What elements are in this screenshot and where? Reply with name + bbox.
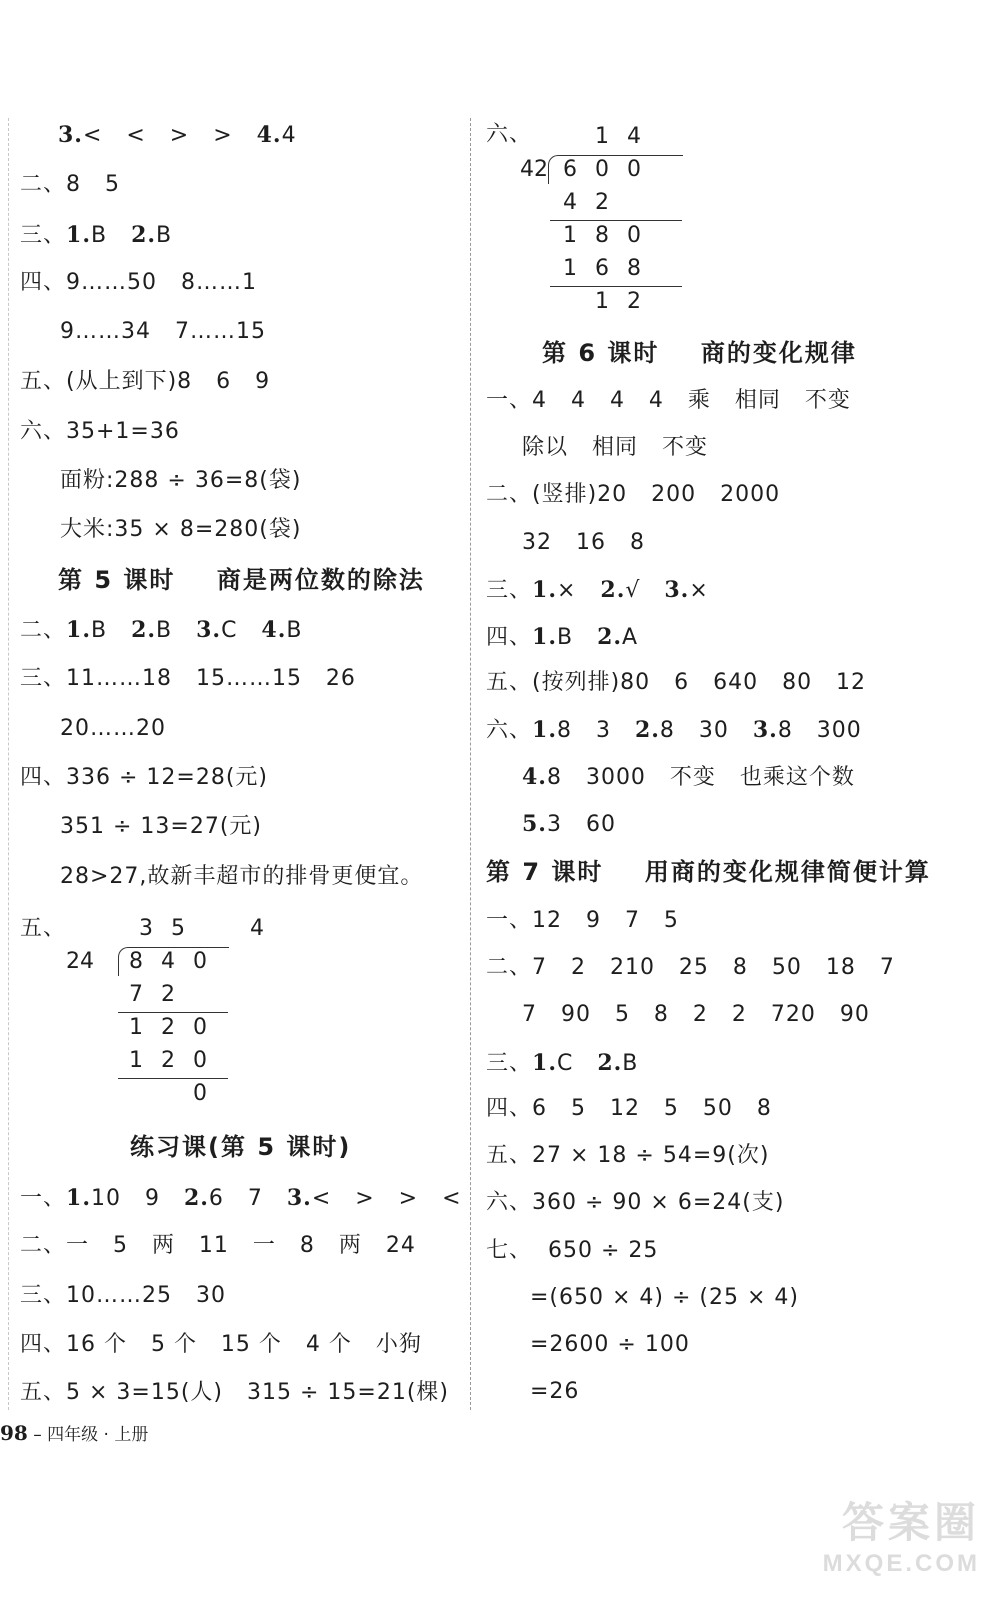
column-divider	[470, 118, 471, 1410]
answer-line: 三、10……25 30	[20, 1283, 226, 1308]
answer-line: 28>27,故新丰超市的排骨更便宜。	[60, 864, 424, 889]
answer-line: 四、336 ÷ 12=28(元)	[20, 765, 268, 790]
section-heading: 第 5 课时 商是两位数的除法	[58, 566, 425, 594]
left-margin-rule	[8, 118, 9, 1410]
answer-line: 3.< < > > 4.4	[58, 122, 297, 148]
page-number: 98	[0, 1421, 28, 1445]
answer-line: 三、1.C 2.B	[486, 1050, 639, 1076]
answer-line: 一、1.10 9 2.6 7 3.< > > <	[20, 1185, 462, 1211]
answer-line: 五、5 × 3=15(人) 315 ÷ 15=21(棵)	[20, 1380, 449, 1405]
answer-line: 四、1.B 2.A	[486, 624, 639, 650]
answer-line: =2600 ÷ 100	[530, 1332, 690, 1357]
answer-line: 七、 650 ÷ 25	[486, 1238, 659, 1263]
grade-label: 四年级 · 上册	[47, 1425, 149, 1445]
answer-line: 大米:35 × 8=280(袋)	[60, 517, 302, 542]
section-heading: 第 6 课时 商的变化规律	[542, 339, 857, 367]
answer-line: 351 ÷ 13=27(元)	[60, 814, 262, 839]
answer-line: 二、7 2 210 25 8 50 18 7	[486, 955, 895, 980]
answer-line: 面粉:288 ÷ 36=8(袋)	[60, 468, 302, 493]
answer-line: 五、	[20, 916, 67, 941]
answer-line: 二、一 5 两 11 一 8 两 24	[20, 1233, 416, 1258]
section-heading: 练习课(第 5 课时)	[130, 1133, 352, 1161]
answer-line: 一、12 9 7 5	[486, 908, 679, 933]
answer-line: 六、1.8 3 2.8 30 3.8 300	[486, 717, 862, 743]
answer-line: 三、11……18 15……15 26	[20, 666, 356, 691]
answer-line: 一、4 4 4 4 乘 相同 不变	[486, 388, 851, 413]
answer-extra: 4	[250, 916, 265, 941]
page-footer: 98 – 四年级 · 上册	[0, 1421, 149, 1445]
answer-line: 五、(从上到下)8 6 9	[20, 369, 271, 394]
answer-line: 五、(按列排)80 6 640 80 12	[486, 670, 867, 695]
answer-line: 六、35+1=36	[20, 419, 180, 444]
answer-line: 三、1.B 2.B	[20, 222, 173, 248]
answer-line: 五、27 × 18 ÷ 54=9(次)	[486, 1143, 770, 1168]
answer-line: 四、6 5 12 5 50 8	[486, 1096, 772, 1121]
answer-line: 六、	[486, 122, 533, 147]
answer-line: 20……20	[60, 716, 166, 741]
watermark-logo: 答案圈 MXQE.COM	[822, 1499, 980, 1577]
long-division-5: 3 5 24 8 4 0 7 2 1 2 0 1 2 0 0	[64, 914, 234, 1094]
answer-line: 除以 相同 不变	[522, 435, 708, 460]
answer-line: 六、360 ÷ 90 × 6=24(支)	[486, 1190, 785, 1215]
answer-line: 32 16 8	[522, 530, 645, 555]
answer-line: 9……34 7……15	[60, 319, 266, 344]
answer-line: 三、1.× 2.√ 3.×	[486, 577, 709, 603]
answer-line: 四、16 个 5 个 15 个 4 个 小狗	[20, 1332, 422, 1357]
answer-line: 二、1.B 2.B 3.C 4.B	[20, 617, 303, 643]
answer-line: 7 90 5 8 2 2 720 90	[522, 1002, 870, 1027]
answer-line: 4.8 3000 不变 也乘这个数	[522, 764, 855, 790]
answer-line: =(650 × 4) ÷ (25 × 4)	[530, 1285, 800, 1310]
answer-line: 二、8 5	[20, 172, 120, 197]
section-heading: 第 7 课时 用商的变化规律简便计算	[486, 858, 931, 886]
answer-line: 二、(竖排)20 200 2000	[486, 482, 781, 507]
long-division-6: 1 4 42 6 0 0 4 2 1 8 0 1 6 8 1 2	[520, 122, 690, 302]
answer-line: =26	[530, 1379, 580, 1404]
answer-line: 5.3 60	[522, 811, 616, 837]
answer-line: 四、9……50 8……1	[20, 270, 257, 295]
